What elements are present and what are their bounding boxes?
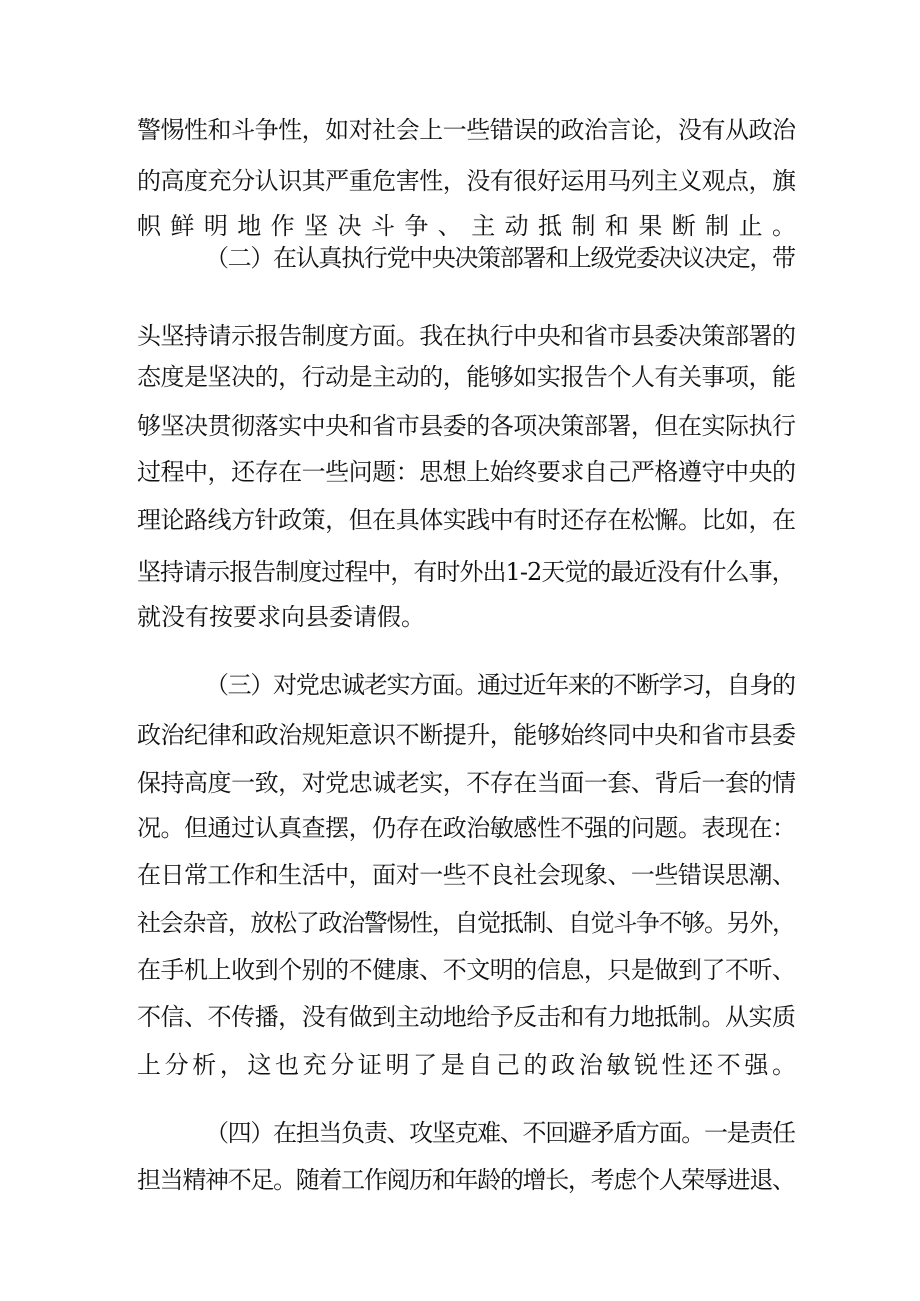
text-line: 坚持请示报告制度过程中，有时外出1-2天觉的最近没有什么事， (137, 558, 795, 586)
text-line: 警惕性和斗争性，如对社会上一些错误的政治言论，没有从政治 (137, 116, 796, 144)
text-line: （三）对党忠诚老实方面。通过近年来的不断学习，自身的 (205, 671, 795, 699)
text-line: （四）在担当负责、攻坚克难、不回避矛盾方面。一是责任 (205, 1119, 795, 1147)
text-line: 不信、不传播，没有做到主动地给予反击和有力地抵制。从实质 (137, 1003, 796, 1031)
text-line: 帜鲜明地作坚决斗争、主动抵制和果断制止。 (137, 212, 806, 240)
text-line: 够坚决贯彻落实中央和省市县委的各项决策部署，但在实际执行 (137, 412, 796, 440)
text-line: 就没有按要求向县委请假。 (137, 603, 425, 631)
text-line: 政治纪律和政治规矩意识不断提升，能够始终同中央和省市县委 (137, 721, 796, 749)
text-line: 态度是坚决的，行动是主动的，能够如实报告个人有关事项，能 (137, 363, 796, 391)
text-line: 况。但通过认真查摆，仍存在政治敏感性不强的问题。表现在： (137, 814, 796, 842)
text-line: 社会杂音，放松了政治警惕性，自觉抵制、自觉斗争不够。另外， (137, 909, 795, 937)
text-line: 的高度充分认识其严重危害性，没有很好运用马列主义观点，旗 (137, 167, 796, 195)
text-line: 上分析，这也充分证明了是自己的政治敏锐性还不强。 (137, 1051, 800, 1079)
text-line: 理论路线方针政策，但在具体实践中有时还存在松懈。比如，在 (137, 506, 796, 534)
text-line: 在手机上收到个别的不健康、不文明的信息，只是做到了不听、 (137, 956, 796, 984)
text-line: 担当精神不足。随着工作阅历和年龄的增长，考虑个人荣辱进退、 (137, 1166, 795, 1194)
text-line: 过程中，还存在一些问题：思想上始终要求自己严格遵守中央的 (137, 458, 796, 486)
text-line: 在日常工作和生活中，面对一些不良社会现象、一些错误思潮、 (137, 861, 796, 889)
text-line: 保持高度一致，对党忠诚老实，不存在当面一套、背后一套的情 (137, 769, 796, 797)
text-line: 头坚持请示报告制度方面。我在执行中央和省市县委决策部署的 (137, 322, 796, 350)
text-line: （二）在认真执行党中央决策部署和上级党委决议决定，带 (205, 244, 795, 272)
